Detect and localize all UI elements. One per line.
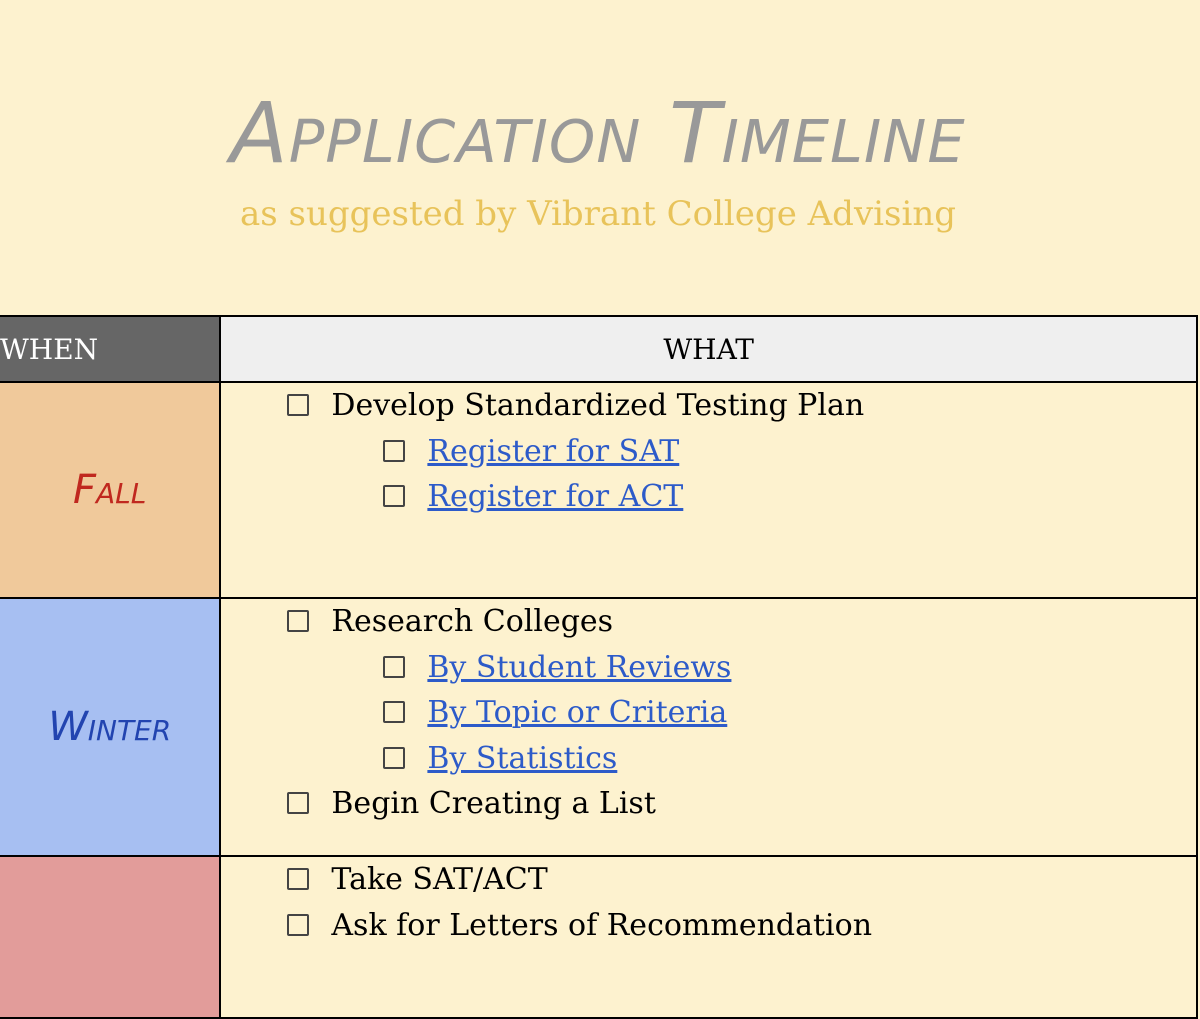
student-reviews-link[interactable]: By Student Reviews [427,649,732,685]
page-title: Application Timeline [230,84,966,182]
checkbox[interactable] [287,610,309,632]
checkbox[interactable] [383,747,405,769]
table-header-row [0,316,1197,382]
task-label: Take SAT/ACT [331,862,548,897]
list-item [221,903,1196,949]
topic-criteria-link[interactable]: By Topic or Criteria [427,695,728,730]
list-item [221,781,1196,827]
checkbox[interactable] [287,914,309,936]
tasks-cell-spring [220,856,1197,1018]
task-label: Research Colleges [331,604,614,639]
checkbox[interactable] [383,701,405,723]
task-list-spring [221,857,1196,948]
checkbox[interactable] [383,440,405,462]
task-label: Ask for Letters of Recommendation [331,907,873,943]
page-header [0,0,1200,316]
task-list-fall [221,383,1196,520]
checkbox[interactable] [287,792,309,814]
what-column-header: WHAT [220,316,1197,382]
register-act-link[interactable]: Register for ACT [427,479,684,514]
checkbox[interactable] [287,394,309,416]
list-item [221,645,1196,691]
season-cell-spring [0,856,220,1018]
page-subtitle: as suggested by Vibrant College Advising [239,194,957,234]
register-sat-link[interactable]: Register for SAT [427,433,680,469]
table-row-winter [0,598,1197,856]
tasks-cell-fall [220,382,1197,598]
season-cell-winter: Winter [0,598,220,856]
timeline-table [0,315,1198,1019]
tasks-cell-winter [220,598,1197,856]
checkbox[interactable] [287,868,309,890]
table-row-fall [0,382,1197,598]
list-item [221,690,1196,736]
statistics-link[interactable]: By Statistics [427,740,618,776]
checkbox[interactable] [383,656,405,678]
when-column-header: WHEN [0,316,220,382]
table-row-spring [0,856,1197,1018]
task-label: Develop Standardized Testing Plan [331,388,865,423]
checkbox[interactable] [383,485,405,507]
list-item [221,474,1196,520]
list-item [221,383,1196,429]
task-list-winter [221,599,1196,827]
list-item [221,857,1196,903]
list-item [221,599,1196,645]
task-label: Begin Creating a List [331,786,656,821]
season-cell-fall: Fall [0,382,220,598]
list-item [221,736,1196,782]
list-item [221,429,1196,475]
